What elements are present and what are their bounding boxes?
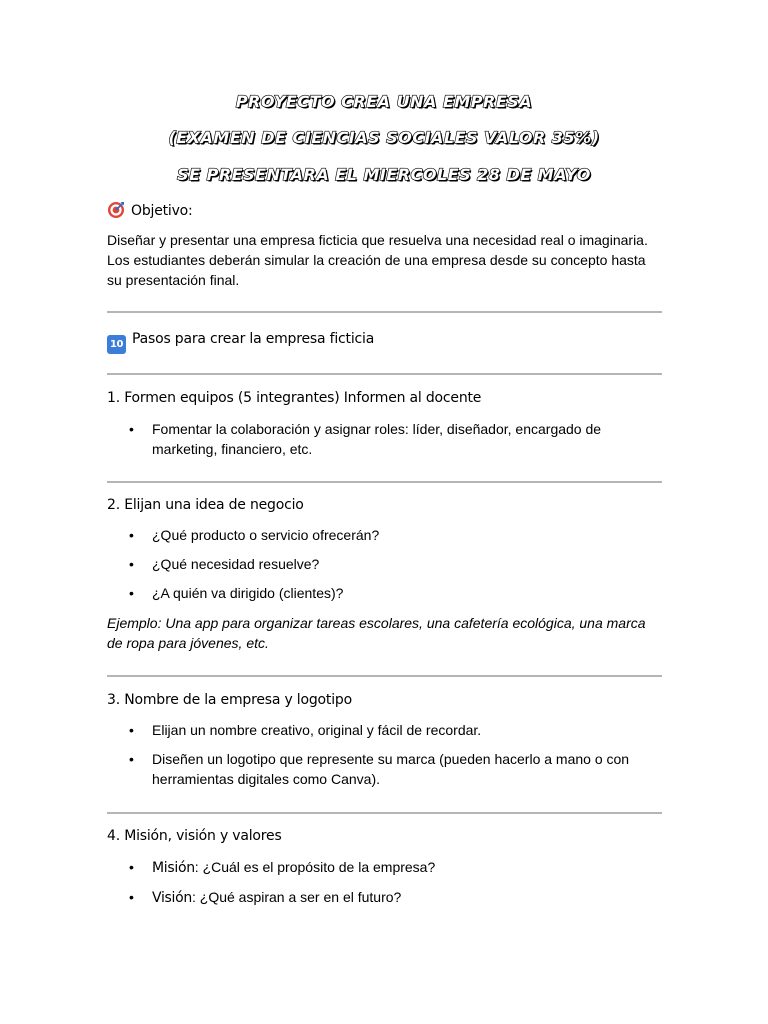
list-item-text: ¿A quién va dirigido (clientes)? [152, 585, 344, 601]
list-item [107, 554, 647, 574]
section-4-list [107, 857, 647, 908]
bullet-marker: • [129, 556, 134, 572]
divider [107, 373, 662, 375]
bullet-marker: • [129, 751, 134, 767]
steps-heading-label: Pasos para crear la empresa ficticia [132, 331, 375, 347]
divider [107, 812, 662, 814]
divider [107, 311, 662, 313]
list-item-text: Elijan un nombre creativo, original y fácil de recordar. [152, 722, 482, 738]
section-2-heading: 2. Elijan una idea de negocio [107, 497, 304, 513]
section-1-list [107, 419, 647, 459]
section-4-heading: 4. Misión, visión y valores [107, 828, 282, 844]
bullet-marker: • [129, 889, 134, 905]
list-item-text: ¿Qué producto o servicio ofrecerán? [152, 527, 380, 543]
vision-term: Visión [152, 890, 192, 906]
keycap-ten-icon: 10 [107, 335, 126, 354]
objective-text: Diseñar y presentar una empresa ficticia que resuelva una necesidad real o imaginaria. Los estudiantes deberán simular la creación de una empresa desde su concepto hasta su presentación final. [107, 232, 648, 288]
title-line-2: (EXAMEN DE CIENCIAS SOCIALES VALOR 35%) [168, 128, 600, 147]
section-1-heading: 1. Formen equipos (5 integrantes) Informen al docente [107, 390, 482, 406]
title-line-3: SE PRESENTARA EL MIERCOLES 28 DE MAYO [177, 165, 591, 184]
objective-heading [107, 201, 663, 219]
section-3-list [107, 720, 647, 789]
mission-term: Misión [152, 860, 195, 876]
list-item-text: Diseñen un logotipo que represente su marca (pueden hacerlo a mano o con herramientas digitales como Canva). [152, 751, 630, 787]
bullet-marker: • [129, 859, 134, 875]
divider [107, 675, 662, 677]
list-item [107, 583, 647, 603]
list-item [107, 857, 647, 878]
section-3-heading: 3. Nombre de la empresa y logotipo [107, 692, 352, 708]
bullet-marker: • [129, 421, 134, 437]
target-icon [107, 201, 125, 219]
bullet-marker: • [129, 585, 134, 601]
list-item-text: Fomentar la colaboración y asignar roles: líder, diseñador, encargado de marketing, financiero, etc. [152, 421, 602, 457]
bullet-marker: • [129, 527, 134, 543]
divider [107, 481, 662, 483]
list-item [107, 749, 647, 789]
section-2-example: Ejemplo: Una app para organizar tareas escolares, una cafetería ecológica, una marca de ropa para jóvenes, etc. [107, 615, 646, 651]
list-item [107, 525, 647, 545]
bullet-marker: • [129, 722, 134, 738]
list-item-text: : ¿Cuál es el propósito de la empresa? [194, 859, 436, 875]
list-item [107, 887, 647, 908]
list-item [107, 720, 647, 740]
objective-label: Objetivo: [131, 203, 193, 219]
list-item [107, 419, 647, 459]
list-item-text: ¿Qué necesidad resuelve? [152, 556, 320, 572]
steps-heading [107, 331, 663, 354]
title-line-1: PROYECTO CREA UNA EMPRESA [235, 92, 533, 111]
list-item-text: : ¿Qué aspiran a ser en el futuro? [191, 889, 402, 905]
section-2-list [107, 525, 647, 603]
